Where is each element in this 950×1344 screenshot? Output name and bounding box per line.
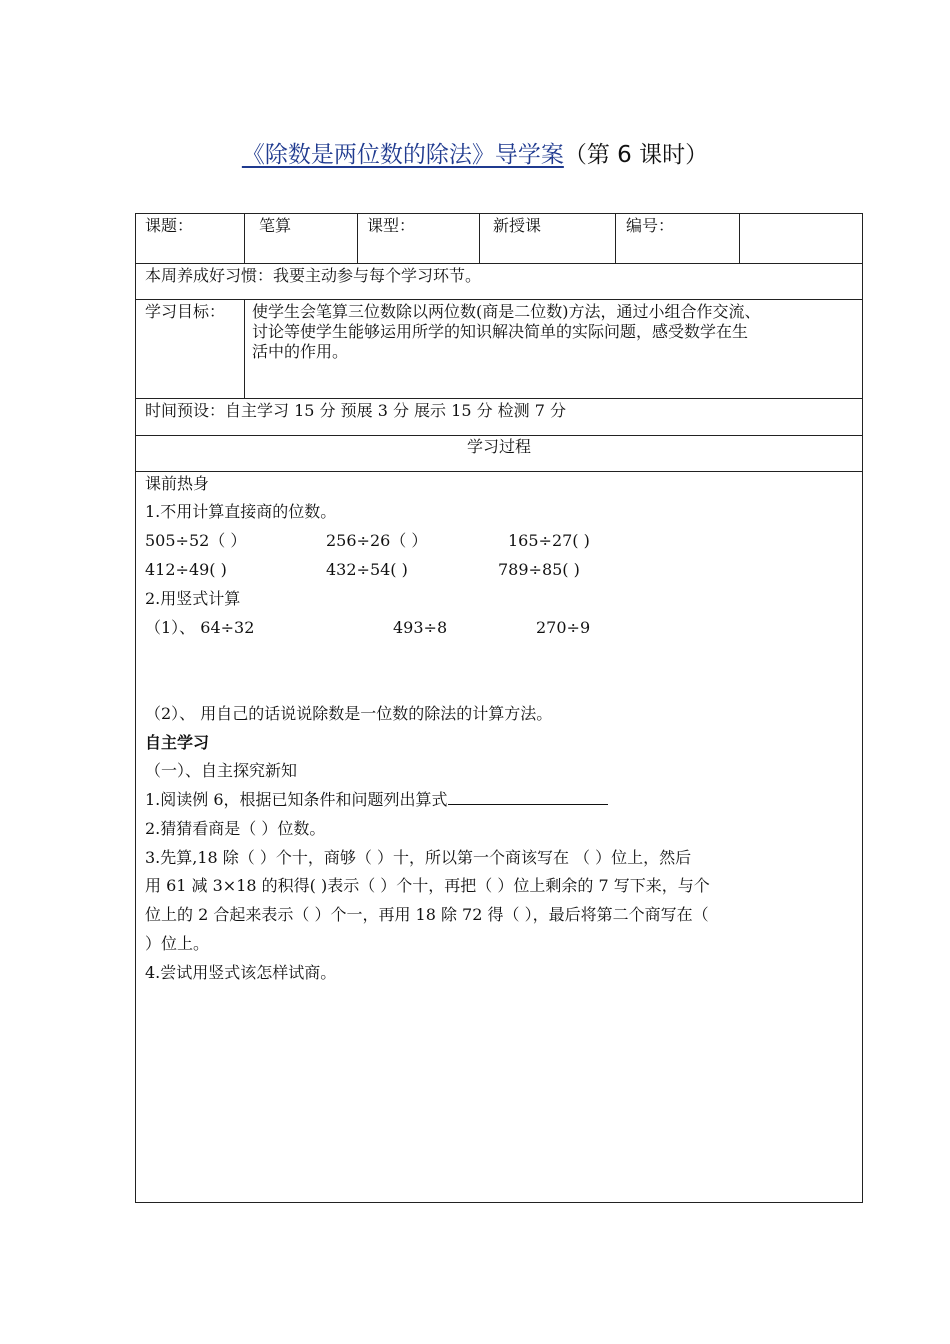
self-study-heading: 自主学习 [145,733,210,752]
col-divider [244,213,245,263]
type-value: 新授课 [493,216,542,235]
row-divider [135,471,863,472]
page-title [0,136,950,169]
self-study-item-3-line: 3.先算,18 除（ ）个十，商够（ ）十，所以第一个商该写在 （ ）位上，然后 [145,848,692,867]
warmup-q2-2: （2）、 用自己的话说说除数是一位数的除法的计算方法。 [145,704,553,723]
col-divider [615,213,616,263]
self-study-item-3-line: 用 61 减 3×18 的积得( )表示（ ）个十，再把（ ）位上剩余的 7 写下来，与个 [145,876,710,895]
self-study-item-2: 2.猜猜看商是（ ）位数。 [145,819,326,838]
habit-text: 本周养成好习惯：我要主动参与每个学习环节。 [145,266,482,285]
type-label: 课型： [367,216,416,235]
self-study-sub: （一）、自主探究新知 [145,761,298,780]
self-study-item-1 [145,790,608,810]
division-item: 789÷85( ) [498,560,580,579]
division-item: 165÷27( ) [508,531,590,550]
number-label: 编号： [626,216,675,235]
col-divider [357,213,358,263]
vertical-calc-item: （1）、 64÷32 [145,618,255,637]
vertical-calc-item: 270÷9 [536,618,591,637]
division-item: 256÷26（ ） [326,531,428,550]
self-study-item-4: 4.尝试用竖式该怎样试商。 [145,963,337,982]
goal-line: 讨论等使学生能够运用所学的知识解决简单的实际问题，感受数学在生 [252,322,749,341]
answer-blank[interactable] [448,790,608,805]
col-divider [739,213,740,263]
title-main: 《除数是两位数的除法》导学案 [241,142,564,168]
title-suffix: （第 6 课时） [563,142,709,168]
process-heading: 学习过程 [466,437,531,456]
self-study-item-3-line: ）位上。 [145,934,210,953]
col-divider [244,299,245,398]
self-study-item-3-line: 位上的 2 合起来表示（ ）个一，再用 18 除 72 得（ ），最后将第二个商写在（ [145,905,709,924]
row-divider [135,435,863,436]
row-divider [135,398,863,399]
warmup-heading: 课前热身 [145,474,210,493]
warmup-q2: 2.用竖式计算 [145,589,241,608]
topic-value: 笔算 [259,216,292,235]
goal-label: 学习目标： [145,302,226,321]
col-divider [479,213,480,263]
self-study-item-1-text: 1.阅读例 6，根据已知条件和问题列出算式 [145,790,448,809]
goal-line: 活中的作用。 [252,342,349,361]
division-item: 432÷54( ) [326,560,408,579]
vertical-calc-item: 493÷8 [393,618,448,637]
division-item: 412÷49( ) [145,560,227,579]
time-plan: 时间预设：自主学习 15 分 预展 3 分 展示 15 分 检测 7 分 [145,401,567,420]
topic-label: 课题： [145,216,194,235]
warmup-q1: 1.不用计算直接商的位数。 [145,502,337,521]
division-item: 505÷52（ ） [145,531,247,550]
goal-line: 使学生会笔算三位数除以两位数(商是二位数)方法，通过小组合作交流、 [252,302,761,321]
row-divider [135,263,863,264]
